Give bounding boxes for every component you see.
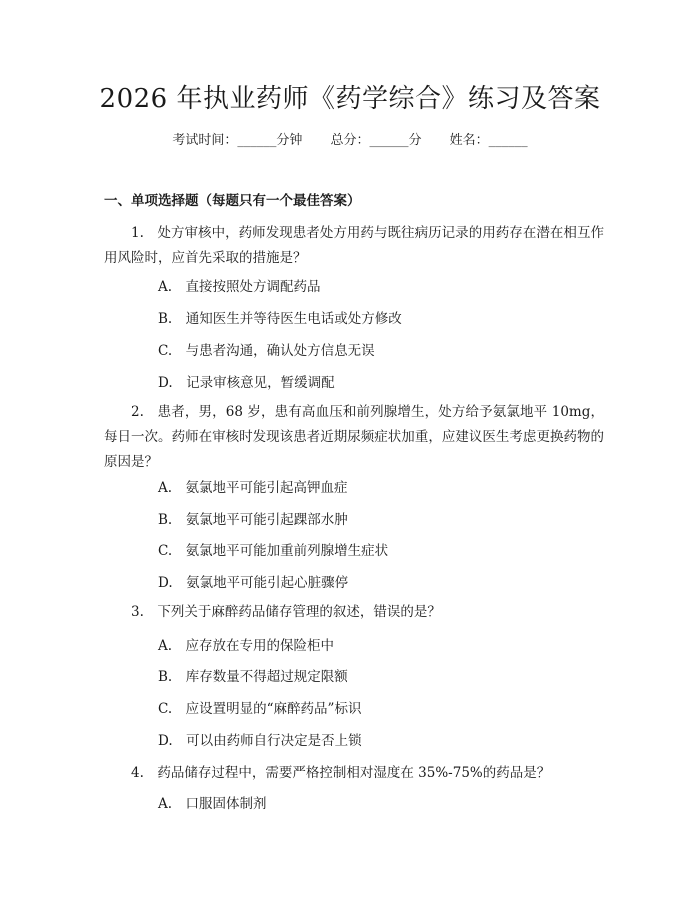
question-3-option-b: B. 库存数量不得超过规定限额 <box>158 669 348 685</box>
question-2-option-c: C. 氨氯地平可能加重前列腺增生症状 <box>158 543 389 559</box>
question-4-option-a: A. 口服固体制剂 <box>158 796 267 812</box>
question-2-option-a: A. 氨氯地平可能引起高钾血症 <box>158 480 348 496</box>
question-2-stem: 2. 患者，男，68 岁，患有高血压和前列腺增生，处方给予氨氯地平 10mg，每日一次。药师在审核时发现该患者近期尿频症状加重，应建议医生考虑更换药物的原因是？ <box>104 404 604 470</box>
exam-info-line <box>0 132 700 150</box>
question-2-option-b: B. 氨氯地平可能引起踝部水肿 <box>158 512 348 528</box>
total-score-field: 总分：______分 <box>330 133 422 148</box>
question-1-option-d: D. 记录审核意见，暂缓调配 <box>158 375 335 391</box>
question-3-stem: 3. 下列关于麻醉药品储存管理的叙述，错误的是？ <box>131 604 441 620</box>
document-title: 2026 年执业药师《药学综合》练习及答案 <box>99 84 601 114</box>
question-1-option-b: B. 通知医生并等待医生电话或处方修改 <box>158 311 402 327</box>
exam-time-field: 考试时间：______分钟 <box>172 133 303 148</box>
question-3-option-d: D. 可以由药师自行决定是否上锁 <box>158 733 362 749</box>
question-1-option-a: A. 直接按照处方调配药品 <box>158 279 321 295</box>
student-name-field: 姓名：______ <box>449 133 528 148</box>
question-3-option-a: A. 应存放在专用的保险柜中 <box>158 638 335 654</box>
question-1-option-c: C. 与患者沟通，确认处方信息无误 <box>158 343 375 359</box>
question-1-stem: 1. 处方审核中，药师发现患者处方用药与既往病历记录的用药存在潜在相互作用风险时，应首先采取的措施是？ <box>104 225 604 266</box>
section-heading: 一、单项选择题（每题只有一个最佳答案） <box>104 193 361 209</box>
question-2-option-d: D. 氨氯地平可能引起心脏骤停 <box>158 575 349 591</box>
question-4-stem: 4. 药品储存过程中，需要严格控制相对湿度在 35%-75%的药品是？ <box>131 765 551 781</box>
question-3-option-c: C. 应设置明显的“麻醉药品”标识 <box>158 701 362 717</box>
